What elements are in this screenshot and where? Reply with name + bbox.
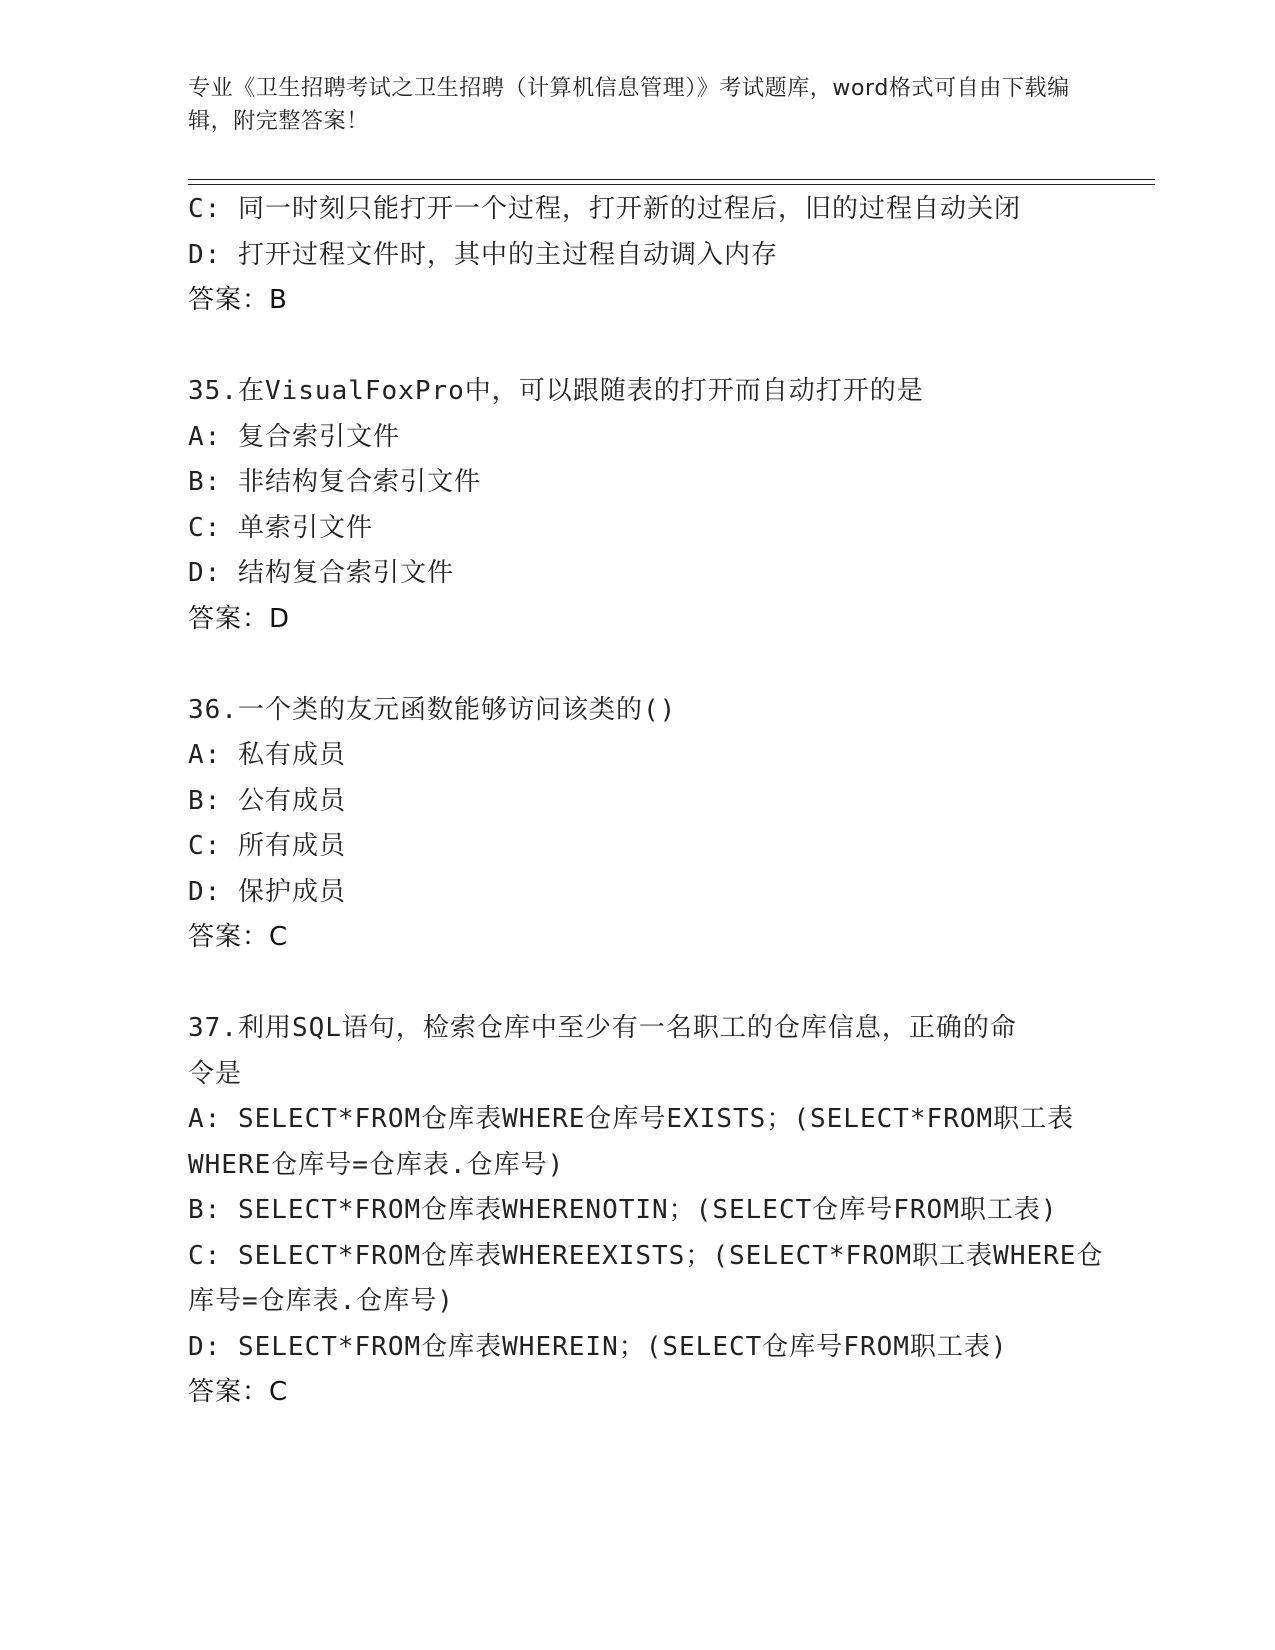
prev-question-option-c: C: 同一时刻只能打开一个过程，打开新的过程后，旧的过程自动关闭 bbox=[188, 194, 1021, 224]
question-36-option-b: B: 公有成员 bbox=[188, 785, 346, 816]
question-35-text: 35.在VisualFoxPro中，可以跟随表的打开而自动打开的是 bbox=[188, 376, 924, 406]
question-content bbox=[188, 187, 1104, 1416]
prev-question-option-d: D: 打开过程文件时，其中的主过程自动调入内存 bbox=[188, 239, 778, 270]
question-37-option-b: B: SELECT*FROM仓库表WHERENOTIN；(SELECT仓库号FROM职工表) bbox=[188, 1195, 1058, 1225]
spacer bbox=[188, 961, 1088, 1007]
document-header: 专业《卫生招聘考试之卫生招聘（计算机信息管理）》考试题库，word格式可自由下载编辑，附完整答案！ bbox=[188, 76, 1070, 134]
question-35-option-a: A: 复合索引文件 bbox=[188, 421, 400, 452]
question-37-text-line1: 37.利用SQL语句，检索仓库中至少有一名职工的仓库信息，正确的命 bbox=[188, 1013, 1017, 1043]
question-37-text-line2: 令是 bbox=[188, 1058, 243, 1089]
question-37-option-a-line2: WHERE仓库号=仓库表.仓库号) bbox=[188, 1149, 565, 1180]
question-36-option-d: D: 保护成员 bbox=[188, 876, 346, 907]
question-35-option-d: D: 结构复合索引文件 bbox=[188, 558, 454, 588]
question-37-option-a-line1: A: SELECT*FROM仓库表WHERE仓库号EXISTS；(SELECT*FROM职工表 bbox=[188, 1104, 1075, 1134]
question-37-option-c-line2: 库号=仓库表.仓库号) bbox=[188, 1286, 454, 1316]
prev-question-answer: 答案：B bbox=[188, 285, 288, 315]
question-35-answer: 答案：D bbox=[188, 603, 291, 634]
spacer bbox=[188, 642, 1088, 688]
header-double-rule bbox=[188, 179, 1155, 185]
question-36-text: 36.一个类的友元函数能够访问该类的() bbox=[188, 694, 677, 725]
question-37-answer: 答案：C bbox=[188, 1377, 289, 1407]
question-36-option-a: A: 私有成员 bbox=[188, 740, 346, 770]
question-37-option-c-line1: C: SELECT*FROM仓库表WHEREEXISTS；(SELECT*FROM职工表WHERE仓 bbox=[188, 1240, 1104, 1271]
question-36-answer: 答案：C bbox=[188, 922, 289, 952]
question-35-option-b: B: 非结构复合索引文件 bbox=[188, 467, 481, 497]
question-37-option-d: D: SELECT*FROM仓库表WHEREIN；(SELECT仓库号FROM职工表) bbox=[188, 1331, 1008, 1362]
question-36-option-c: C: 所有成员 bbox=[188, 831, 346, 861]
question-35-option-c: C: 单索引文件 bbox=[188, 512, 373, 543]
spacer bbox=[188, 324, 1088, 370]
